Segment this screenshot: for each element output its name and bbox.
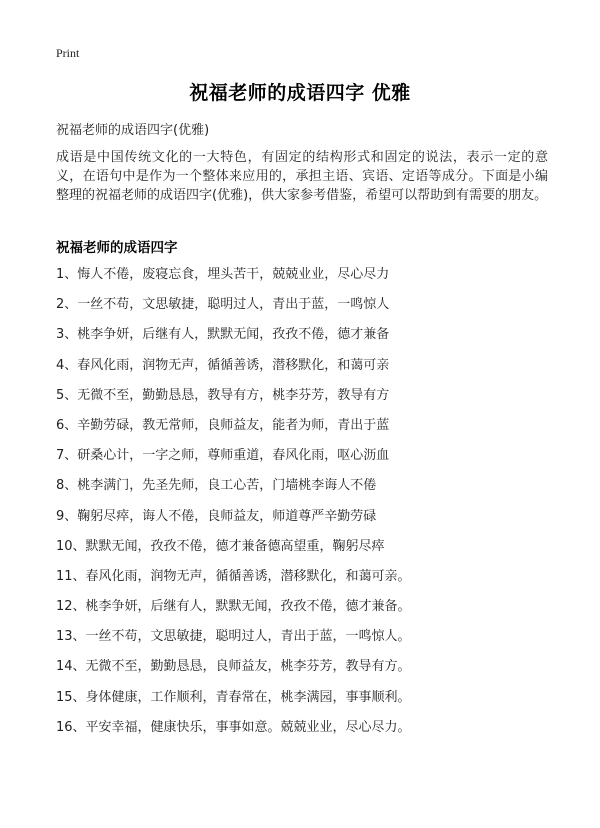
- document-subtitle: 祝福老师的成语四字(优雅): [56, 123, 210, 138]
- list-item: 15、身体健康，工作顺利，青春常在，桃李满园，事事顺利。: [56, 689, 411, 705]
- list-item: 16、平安幸福，健康快乐，事事如意。兢兢业业，尽心尽力。: [56, 719, 411, 735]
- list-item: 13、一丝不苟，文思敏捷，聪明过人，青出于蓝，一鸣惊人。: [56, 629, 411, 645]
- list-item: 8、桃李满门，先圣先师，良工心苦，门墙桃李诲人不倦: [56, 478, 377, 494]
- list-item: 11、春风化雨，润物无声，循循善诱，潜移默化，和蔼可亲。: [56, 568, 411, 584]
- intro-paragraph: 成语是中国传统文化的一大特色，有固定的结构形式和固定的说法，表示一定的意义，在语句中是作为一个整体来应用的，承担主语、宾语、定语等成分。下面是小编整理的祝福老师的成语四字(优雅)，供大家参考借鉴，希望可以帮助到有需要的朋友。: [56, 150, 548, 203]
- list-item: 9、鞠躬尽瘁，诲人不倦，良师益友，师道尊严辛勤劳碌: [56, 508, 377, 524]
- list-item: 14、无微不至，勤勤恳恳，良师益友，桃李芬芳，教导有方。: [56, 659, 411, 675]
- print-link[interactable]: Print: [56, 46, 80, 60]
- list-item: 7、研桑心计，一字之师，尊师重道，春风化雨，呕心沥血: [56, 448, 390, 464]
- list-item: 12、桃李争妍，后继有人，默默无闻，孜孜不倦，德才兼备。: [56, 599, 411, 615]
- idiom-list: [56, 260, 556, 743]
- page-title: 祝福老师的成语四字 优雅: [189, 82, 411, 104]
- list-item: 5、无微不至，勤勤恳恳，教导有方，桃李芬芳，教导有方: [56, 387, 390, 403]
- list-item: 4、春风化雨，润物无声，循循善诱，潜移默化，和蔼可亲: [56, 357, 390, 373]
- list-item: 1、悔人不倦，废寝忘食，埋头苦干，兢兢业业，尽心尽力: [56, 267, 390, 282]
- list-item: 6、辛勤劳碌，教无常师，良师益友，能者为师，青出于蓝: [56, 417, 390, 433]
- list-item: 10、默默无闻，孜孜不倦，德才兼备德高望重，鞠躬尽瘁: [56, 538, 385, 554]
- section-heading: 祝福老师的成语四字: [56, 240, 178, 256]
- list-item: 2、一丝不苟，文思敏捷，聪明过人，青出于蓝，一鸣惊人: [56, 297, 390, 313]
- list-item: 3、桃李争妍，后继有人，默默无闻，孜孜不倦，德才兼备: [56, 327, 390, 343]
